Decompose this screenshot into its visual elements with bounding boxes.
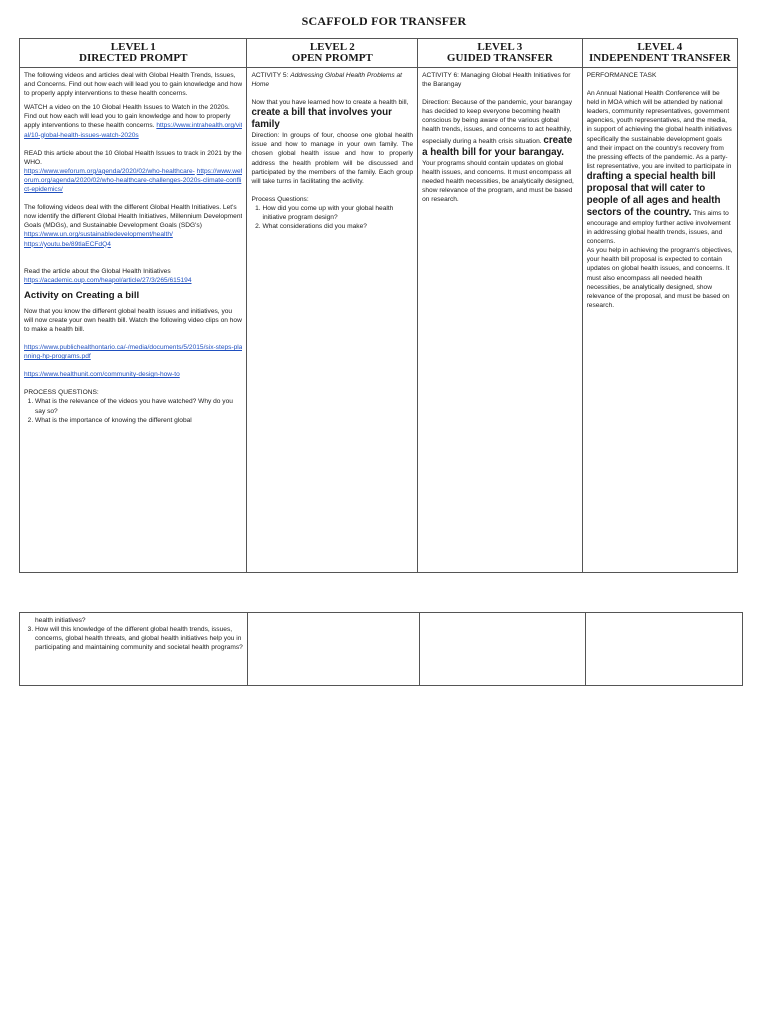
header-level-3 <box>418 39 583 68</box>
level-name: GUIDED TRANSFER <box>446 52 553 64</box>
watch-link[interactable]: https://www.intrahealth.org/vital/10-global-health-issues-watch-2020s <box>24 122 243 139</box>
bill-link-2-wrap <box>24 370 242 379</box>
level-name: OPEN PROMPT <box>291 52 373 64</box>
activity-5-title: ACTIVITY 5: Addressing Global Health Problems at Home <box>251 72 403 89</box>
continuation-row <box>20 613 743 686</box>
process-questions-heading: Process Questions: <box>251 195 309 203</box>
process-questions-list <box>251 204 413 231</box>
initiatives-text: The following videos deal with the different Global Health Initiatives. Let's now identify the different Global Health Initiatives, Millennium Development Goals (MDGs), and Sustainable Development Goals (SDG's) https://www.un.org/sustainabledevelopment/health/ https://youtu.be/89tlaECFdQ4 <box>24 204 243 248</box>
activity-6-direction: Direction: Because of the pandemic, your barangay has decided to keep everyone becoming health conscious by being aware of the various global health trends, issues, and concerns to act healthily, especially during a health crisis situation. create a health bill for your barangay. Your programs should contain updates on global health issues, and concerns. It must encompass all needed health necessities, be analytically designed, show relevance of the program, and must be based on research. <box>422 99 574 203</box>
list-item: 3. How will this knowledge of the different global health trends, issues, concerns, global health threats, and global health initiatives help you in participating and maintaining community and societal health programs? <box>35 625 243 652</box>
level-label: LEVEL 2 <box>309 41 355 53</box>
list-item: 1. What is the relevance of the videos you have watched? Why do you say so? <box>35 397 242 415</box>
list-item: 2. What considerations did you make? <box>262 222 413 231</box>
activity-heading: Activity on Creating a bill <box>24 289 140 301</box>
process-questions-list <box>24 397 242 424</box>
intro-text: The following videos and articles deal with Global Health Trends, Issues, and Concerns. Find out how each will lead you to gain knowledge and how to properly apply interventions to these health concerns. <box>24 72 243 98</box>
content-row <box>20 68 738 573</box>
level-label: LEVEL 3 <box>477 41 523 53</box>
header-level-4 <box>582 39 737 68</box>
read-text: READ this article about the 10 Global Health Issues to track in 2021 by the WHO. https://www.weforum.org/agenda/2020/02/who-healthcare- https://www.weforum.org/agenda/2020/02/who-healthcare-challenges-2020s-climate-conflict-epidemics/ <box>24 149 243 194</box>
continued-question: health initiatives? <box>35 617 86 624</box>
bill-link-2[interactable]: https://www.healthunit.com/community-design-how-to <box>24 371 180 379</box>
cell-directed-prompt <box>20 68 247 573</box>
article-text: Read the article about the Global Health Initiatives https://academic.oup.com/heapol/article/27/3/265/615194 <box>24 267 192 284</box>
process-questions-list <box>24 625 243 652</box>
header-level-2 <box>247 39 418 68</box>
activity-6-title: ACTIVITY 6: Managing Global Health Initiatives for the Barangay <box>422 72 571 89</box>
performance-task-text-2: As you help in achieving the program's objectives, your health bill proposal is expected to contain updates on global health issues, and concerns. It must also encompass all needed health necessities, be analytically designed, show relevance of the proposal, and must be based on research. <box>586 247 733 309</box>
page-title: SCAFFOLD FOR TRANSFER <box>301 14 467 28</box>
header-row <box>20 39 738 68</box>
performance-task-text: An Annual National Health Conference will be held in MOA which will be attended by national leaders, community representatives, government agencies, youth representatives, and the media, in support of achieving the global health initiatives specifically the sustainable development goals and their impact on the country's recovery from the pressing effects of the pandemic. As a party-list representative, you are invited to participate in drafting a special health bill proposal that will cater to people of all ages and health sectors of the country. This aims to encourage and employ further active involvement in addressing global health trends, issues, and concerns. <box>586 90 732 246</box>
initiatives-link-1[interactable]: https://www.un.org/sustainabledevelopment/health/ <box>24 231 173 239</box>
level-name: DIRECTED PROMPT <box>79 52 188 64</box>
level-label: LEVEL 4 <box>637 41 683 53</box>
continuation-cell-3 <box>420 613 586 686</box>
read-link-2[interactable]: https://www.weforum.org/agenda/2020/02/who-healthcare-challenges-2020s-climate-conflict-epidemics/ <box>24 167 243 194</box>
bill-link-1-wrap <box>24 343 242 361</box>
continuation-cell-1 <box>20 613 248 686</box>
list-item: 1. How did you come up with your global health initiative program design? <box>262 204 413 222</box>
activity-5-direction: Direction: In groups of four, choose one global health issue and how to manage in your own family. The chosen global health issue and how to properly address the health problem will be discussed and participated by the members of the family. Each group will take turns in facilitating the activity. <box>251 132 414 185</box>
read-link-1[interactable]: https://www.weforum.org/agenda/2020/02/who-healthcare- <box>24 167 195 175</box>
watch-text: WATCH a video on the 10 Global Health Issues to Watch in the 2020s. Find out how each will lead you to gain knowledge and how to properly apply interventions to these health concerns. https://www.intrahealth.org/vital/10-global-health-issues-watch-2020s <box>24 104 243 139</box>
article-link[interactable]: https://academic.oup.com/heapol/article/27/3/265/615194 <box>24 276 192 284</box>
activity-5-intro: Now that you have learned how to create a health bill, create a bill that involves your family <box>251 99 409 131</box>
level-name: INDEPENDENT TRANSFER <box>588 52 731 64</box>
level-label: LEVEL 1 <box>110 41 156 53</box>
continuation-table <box>19 612 743 686</box>
process-questions-heading: PROCESS QUESTIONS: <box>24 389 99 397</box>
continuation-cell-2 <box>248 613 420 686</box>
activity-text: Now that you know the different global health issues and initiatives, you will now create your own health bill. Watch the following video clips on how to make a health bill. <box>24 307 242 333</box>
cell-independent-transfer <box>582 68 737 573</box>
cell-open-prompt <box>247 68 418 573</box>
performance-task-heading: PERFORMANCE TASK <box>586 72 657 79</box>
header-level-1 <box>20 39 247 68</box>
cell-guided-transfer <box>418 68 583 573</box>
continuation-cell-4 <box>586 613 743 686</box>
scaffold-table <box>19 38 738 573</box>
initiatives-link-2[interactable]: https://youtu.be/89tlaECFdQ4 <box>24 240 111 248</box>
list-item: 2. What is the importance of knowing the different global <box>35 416 242 425</box>
bill-link-1[interactable]: https://www.publichealthontario.ca/-/media/documents/5/2015/six-steps-planning-hp-programs.pdf <box>24 344 243 361</box>
